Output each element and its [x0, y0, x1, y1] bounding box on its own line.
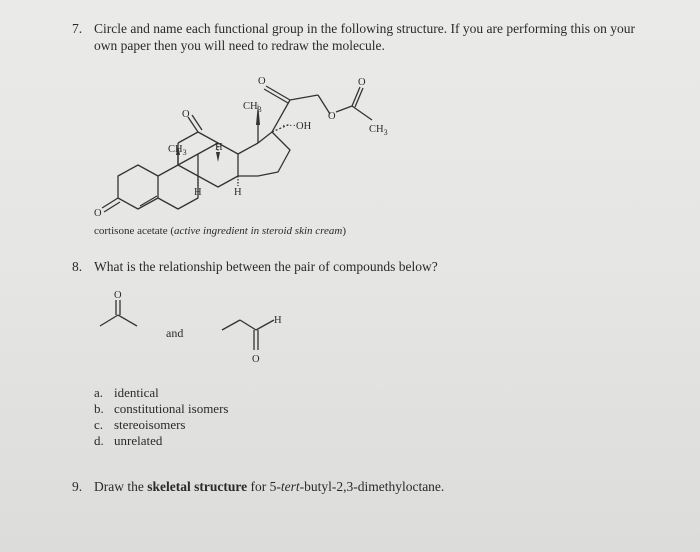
- o-ester-label: O: [328, 111, 336, 122]
- ring-b: [158, 165, 198, 209]
- acetone-left-bond: [100, 315, 118, 326]
- ring-a-double-bond: [140, 196, 157, 206]
- structure-caption: cortisone acetate (active ingredient in steroid skin cream): [94, 225, 347, 237]
- o-c3-label: O: [94, 208, 102, 219]
- question-9-text: Draw the skeletal structure for 5-tert-butyl-2,3-dimethyloctane.: [94, 479, 445, 494]
- option-b[interactable]: b. constitutional isomers: [94, 401, 229, 416]
- ring-d: [238, 132, 290, 176]
- question-7-line-1: Circle and name each functional group in the following structure. If you are performing this on your: [94, 21, 635, 36]
- ch3-right-label: $CH_3$: [369, 124, 388, 137]
- ring-a: [118, 165, 158, 209]
- h-wedge-top: [216, 152, 220, 162]
- acetone-o-label: O: [114, 290, 122, 301]
- question-8-options: [94, 385, 228, 449]
- h-top-label: H: [215, 142, 223, 153]
- question-7-number: 7.: [72, 21, 83, 36]
- o-carbonyl-label: O: [358, 77, 366, 88]
- h-low-1-label: H: [194, 187, 202, 198]
- and-label: and: [166, 326, 184, 340]
- oh-label: ····OH: [282, 121, 312, 132]
- aldehyde-h-label: H: [274, 315, 282, 326]
- question-8-number: 8.: [72, 259, 83, 274]
- h-low-2-label: H: [234, 187, 242, 198]
- option-c[interactable]: c. stereoisomers: [94, 417, 186, 432]
- acetone-right-bond: [118, 315, 137, 326]
- question-8-text: What is the relationship between the pair of compounds below?: [94, 259, 438, 274]
- question-9-number: 9.: [72, 479, 83, 494]
- ch3-top-label: $CH_3$: [243, 101, 262, 114]
- o-c20-label: O: [258, 76, 266, 87]
- aldehyde-o-label: O: [252, 354, 260, 365]
- c3-carbonyl-bond: [102, 198, 118, 208]
- option-a[interactable]: a. identical: [94, 385, 159, 400]
- option-d[interactable]: d. unrelated: [94, 433, 163, 448]
- question-7-line-2: own paper then you will need to redraw the molecule.: [94, 38, 385, 53]
- o-c11-label: O: [182, 109, 190, 120]
- ch3-left-label: $CH_3$: [168, 144, 187, 157]
